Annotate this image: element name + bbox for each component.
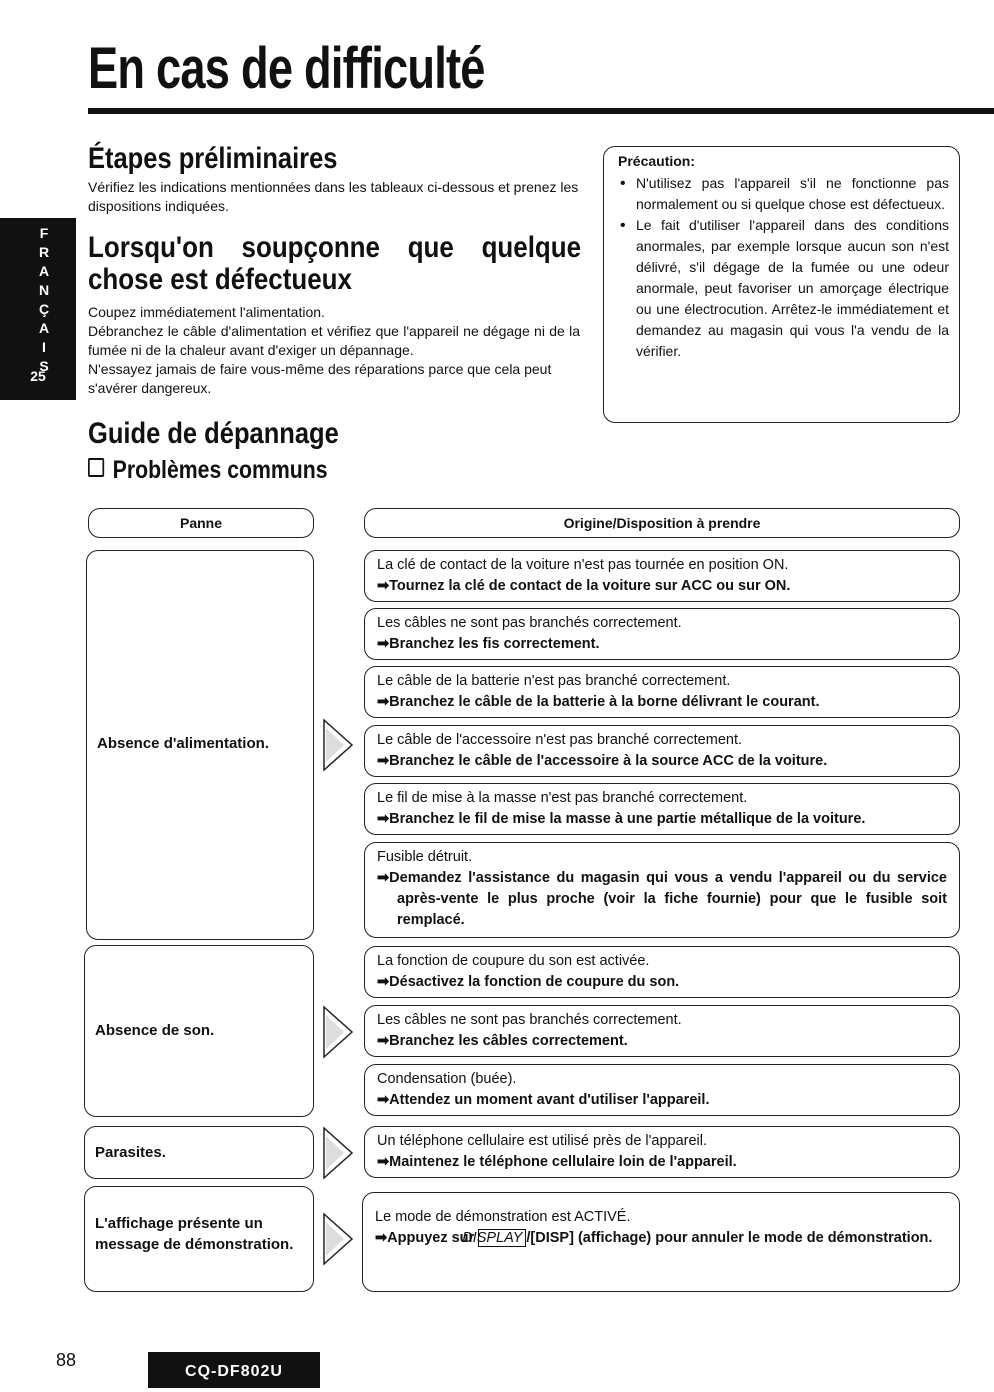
- guide-subheading-label: Problèmes communs: [112, 456, 328, 484]
- cause-text: Un téléphone cellulaire est utilisé près de l'appareil.: [377, 1133, 708, 1149]
- cause-text: Le fil de mise à la masse n'est pas branché correctement.: [377, 790, 748, 806]
- fault-label: Absence d'alimentation.: [97, 735, 269, 752]
- checkbox-square-icon: [88, 458, 104, 477]
- arrow-right-icon: [322, 1005, 354, 1059]
- action-label: Branchez les fis correctement.: [389, 636, 600, 652]
- cause-box: [364, 666, 960, 718]
- display-key: DISPLAY: [478, 1229, 526, 1247]
- guide-subheading: [88, 456, 328, 485]
- page-number: 88: [56, 1350, 77, 1370]
- title-rule: [88, 108, 994, 114]
- cause-box: [364, 550, 960, 602]
- arrow-right-icon: [322, 1126, 354, 1180]
- cause-text: Les câbles ne sont pas branchés correctement.: [377, 615, 682, 631]
- caution-item: • Le fait d'utiliser l'appareil dans des conditions anormales, par exemple lorsque aucun son n'est délivré, s'il dégage de la fumée ou une odeur anormale, peut favoriser un amorçage électrique ou une électrocution. Arrêtez-le immédiatement et demandez au magasin qui vous l'a vendu de la vérifier.: [618, 215, 949, 362]
- fault-label: Absence de son.: [95, 1022, 215, 1039]
- caution-item: • N'utilisez pas l'appareil s'il ne fonctionne pas normalement ou si quelque chose est défectueux.: [618, 173, 949, 215]
- action-text: ➡Tournez la clé de contact de la voiture sur ACC ou sur ON.: [377, 578, 791, 594]
- fault-label: L'affichage présente un message de démonstration.: [95, 1215, 294, 1253]
- cause-text: Le câble de la batterie n'est pas branché correctement.: [377, 673, 731, 689]
- model-label: CQ-DF802U: [148, 1352, 320, 1388]
- action-text: ➡Branchez les câbles correctement.: [377, 1033, 628, 1049]
- language-tab: [0, 218, 76, 400]
- defect-line-2: Débranchez le câble d'alimentation et vérifiez que l'appareil ne dégage ni de la fumée ni de la chaleur avant d'exiger un dépannage.: [88, 323, 580, 358]
- language-tab-page: 25: [30, 368, 46, 384]
- cause-box: [362, 1192, 960, 1292]
- cause-box: [364, 1126, 960, 1178]
- section-heading-preliminary: Étapes préliminaires: [88, 142, 338, 175]
- cause-text: Le câble de l'accessoire n'est pas branché correctement.: [377, 732, 743, 748]
- table-header-fault: Panne: [88, 508, 314, 538]
- action-label: Demandez l'assistance du magasin qui vous a vendu l'appareil ou du service après-vente le plus proche (voir la fiche fournie) pour que le fusible soit remplacé.: [389, 870, 947, 928]
- caution-title: Précaution:: [618, 153, 696, 169]
- defect-line-1: Coupez immédiatement l'alimentation.: [88, 304, 325, 320]
- section-text-preliminary: Vérifiez les indications mentionnées dans les tableaux ci-dessous et prenez les dispositions indiquées.: [88, 179, 579, 214]
- action-label: Maintenez le téléphone cellulaire loin de l'appareil.: [389, 1154, 737, 1170]
- action-label: Appuyez sur: [387, 1230, 475, 1246]
- language-tab-letters: F R A N Ç A I S: [38, 225, 50, 374]
- action-label: Branchez les câbles correctement.: [389, 1033, 628, 1049]
- cause-text: Les câbles ne sont pas branchés correctement.: [377, 1012, 682, 1028]
- cause-text: La clé de contact de la voiture n'est pas tournée en position ON.: [377, 557, 789, 573]
- action-text: ➡Appuyez sur DISPLAY /[DISP] (affichage) pour annuler le mode de démonstration.: [375, 1230, 933, 1246]
- fault-box: [84, 1186, 314, 1292]
- cause-box: [364, 608, 960, 660]
- action-label: Désactivez la fonction de coupure du son.: [389, 974, 680, 990]
- action-text: ➡Maintenez le téléphone cellulaire loin de l'appareil.: [377, 1154, 737, 1170]
- cause-text: Condensation (buée).: [377, 1071, 517, 1087]
- fault-box: [86, 550, 314, 940]
- action-label: Tournez la clé de contact de la voiture sur ACC ou sur ON.: [389, 578, 791, 594]
- section-text-defect: [88, 303, 580, 398]
- action-label: Branchez le fil de mise la masse à une partie métallique de la voiture.: [389, 811, 866, 827]
- defect-line-3: N'essayez jamais de faire vous-même des réparations parce que cela peut s'avérer dangereux.: [88, 361, 552, 396]
- action-text: ➡Branchez le câble de l'accessoire à la source ACC de la voiture.: [377, 753, 828, 769]
- page-title: En cas de difficulté: [88, 36, 485, 101]
- fault-label: Parasites.: [95, 1144, 166, 1161]
- cause-box: [364, 783, 960, 835]
- cause-box: [364, 946, 960, 998]
- action-text: ➡Branchez les fis correctement.: [377, 636, 600, 652]
- action-text: ➡Désactivez la fonction de coupure du son.: [377, 974, 680, 990]
- cause-text: Fusible détruit.: [377, 849, 473, 865]
- action-label: Branchez le câble de la batterie à la borne délivrant le courant.: [389, 694, 820, 710]
- cause-box: [364, 842, 960, 938]
- caution-box: [603, 146, 960, 423]
- cause-text: Le mode de démonstration est ACTIVÉ.: [375, 1209, 631, 1225]
- cause-box: [364, 1005, 960, 1057]
- action-label: /[DISP] (affichage) pour annuler le mode de démonstration.: [526, 1230, 933, 1246]
- cause-box: [364, 725, 960, 777]
- action-label: Branchez le câble de l'accessoire à la source ACC de la voiture.: [389, 753, 828, 769]
- cause-box: [364, 1064, 960, 1116]
- arrow-right-icon: [322, 1212, 354, 1266]
- table-header-cause: Origine/Disposition à prendre: [364, 508, 960, 538]
- arrow-right-icon: [322, 718, 354, 772]
- action-text: ➡Demandez l'assistance du magasin qui vous a vendu l'appareil ou du service après-vente le plus proche (voir la fiche fournie) pour que le fusible soit remplacé.: [377, 870, 947, 928]
- action-label: Attendez un moment avant d'utiliser l'appareil.: [389, 1092, 710, 1108]
- action-text: ➡Branchez le câble de la batterie à la borne délivrant le courant.: [377, 694, 820, 710]
- fault-box: [84, 945, 314, 1117]
- guide-heading: Guide de dépannage: [88, 417, 339, 450]
- section-heading-defect: Lorsqu'on soupçonne que quelque chose est défectueux: [88, 231, 582, 296]
- action-text: ➡Branchez le fil de mise la masse à une partie métallique de la voiture.: [377, 811, 866, 827]
- fault-box: [84, 1126, 314, 1179]
- action-text: ➡Attendez un moment avant d'utiliser l'appareil.: [377, 1092, 710, 1108]
- cause-text: La fonction de coupure du son est activée.: [377, 953, 650, 969]
